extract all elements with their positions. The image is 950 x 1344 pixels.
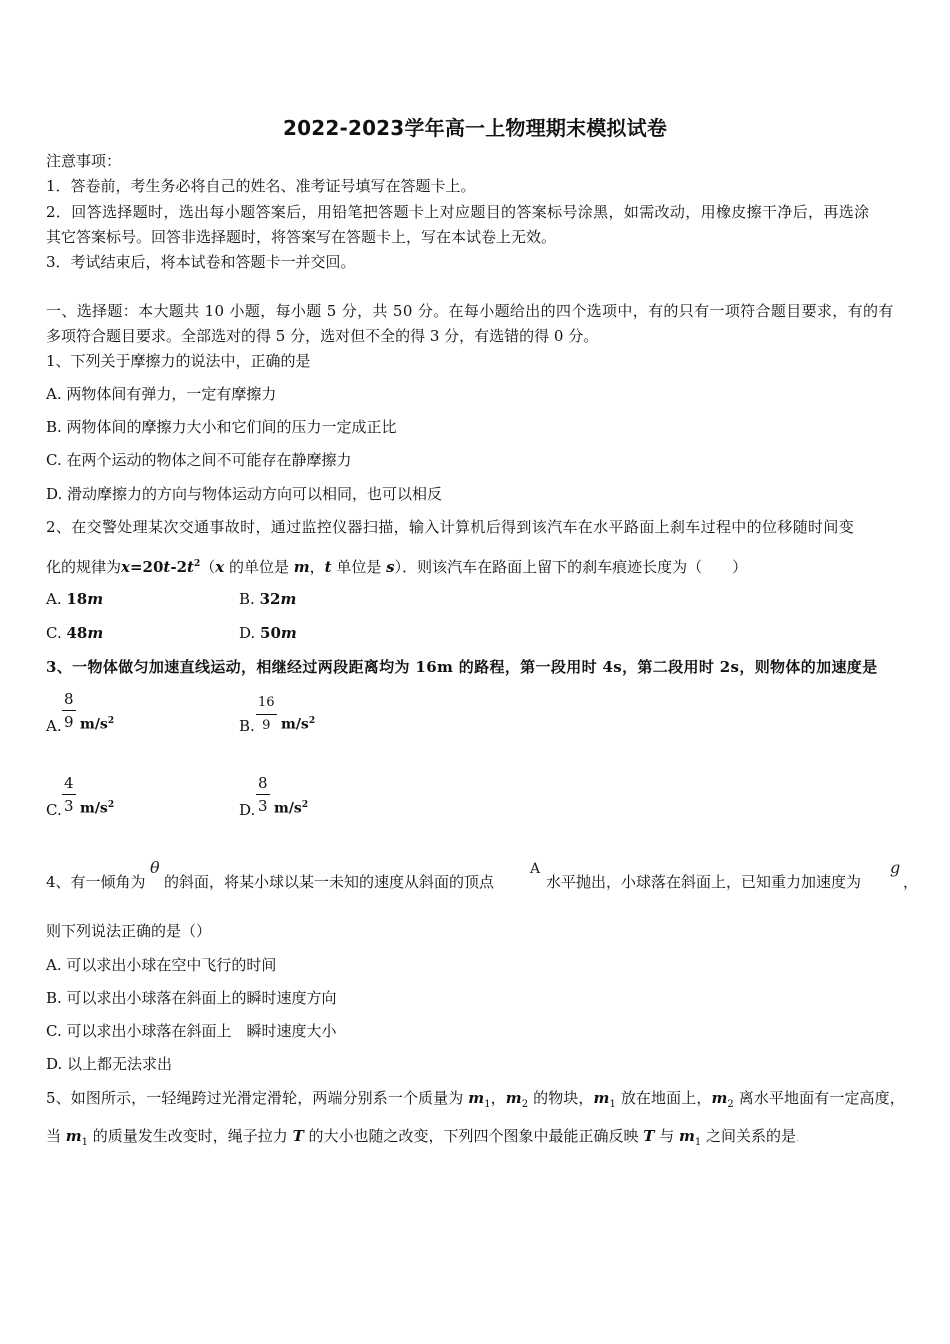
q4-stem-part-2: 的斜面，将某小球以某一未知的速度从斜面的顶点 (164, 873, 495, 891)
q4-stem-part-3: 水平抛出，小球落在斜面上，已知重力加速度为 (546, 873, 862, 891)
q4-point-a: A (530, 861, 541, 877)
q2-stem-line-2 (46, 554, 747, 577)
q4-gravity-symbol: g (890, 858, 901, 877)
notice-item-2-line-1: 2．回答选择题时，选出每小题答案后，用铅笔把答题卡上对应题目的答案标号涂黑，如需改动，用橡皮擦干净后，再选涂 (46, 203, 870, 221)
q3-option-c-label: C. (46, 801, 62, 819)
q4-option-d: D. 以上都无法求出 (46, 1055, 173, 1073)
notice-item-1: 1．答卷前，考生务必将自己的姓名、准考证号填写在答题卡上。 (46, 177, 476, 195)
q5-m1: m (468, 1089, 485, 1107)
section-line-2: 多项符合题目要求。全部选对的得 5 分，选对但不全的得 3 分，有选错的得 0 分。 (46, 327, 599, 345)
q3-option-b-label: B. (239, 717, 255, 735)
q2-var-t: t (324, 558, 332, 576)
q4-option-c: C. 可以求出小球落在斜面上 瞬时速度大小 (46, 1022, 337, 1040)
q2-stem-line-1: 2、在交警处理某次交通事故时，通过监控仪器扫描，输入计算机后得到该汽车在水平路面上刹车过程中的位移随时间变 (46, 518, 855, 536)
q2-var-x: x (215, 558, 225, 576)
q2-option-b: B. 32m (239, 590, 297, 608)
q1-option-b: B. 两物体间的摩擦力大小和它们间的压力一定成正比 (46, 418, 397, 436)
q2-unit-s: s (386, 558, 395, 576)
q3-option-a-fraction: 8 9 (64, 690, 74, 731)
q1-option-a: A. 两物体间有弹力，一定有摩擦力 (46, 385, 277, 403)
section-line-1: 一、选择题：本大题共 10 小题，每小题 5 分，共 50 分。在每小题给出的四个选项中，有的只有一项符合题目要求，有的有 (46, 302, 894, 320)
q4-option-a: A. 可以求出小球在空中飞行的时间 (46, 956, 277, 974)
q2-text-c: 的单位是 (224, 558, 294, 576)
q5-stem-line-2: 当 $m_1$ 的质量发生改变时，绳子拉力 T 的大小也随之改变，下列四个图象中最能正确反映 T 与 $m_1$ 之间关系的是. (46, 1127, 799, 1148)
q4-theta-symbol: θ (150, 858, 160, 877)
q4-stem-line-2: 则下列说法正确的是（） (46, 922, 212, 940)
q3-option-a-unit: $m/s^2$ (80, 716, 115, 733)
q2-option-c: C. 48m (46, 624, 104, 642)
q2-text-d: ， (309, 558, 325, 576)
q3-stem: 3、一物体做匀加速直线运动，相继经过两段距离均为 16m 的路程，第一段用时 4s，第二段用时 2s，则物体的加速度是 (46, 658, 878, 676)
exam-title: 2022-2023学年高一上物理期末模拟试卷 (282, 116, 668, 140)
q2-formula-mid2: -2 (170, 558, 188, 576)
q2-option-d: D. 50m (239, 624, 297, 642)
q2-formula-mid: =20 (129, 558, 164, 576)
q4-stem-part-4: ， (903, 873, 919, 891)
q5-tension-T: T (292, 1127, 304, 1145)
q2-text-b: （ (200, 558, 216, 576)
q5-stem-line-1: 5、如图所示，一轻绳跨过光滑定滑轮，两端分别系一个质量为 $m_1$，$m_2$ 的物块，$m_1$ 放在地面上，$m_2$ 离水平地面有一定高度， (46, 1089, 905, 1110)
q2-formula-x: x (121, 558, 130, 576)
q2-formula-t2: t (187, 558, 194, 576)
q1-option-d: D. 滑动摩擦力的方向与物体运动方向可以相同，也可以相反 (46, 485, 443, 503)
q3-option-c-unit: $m/s^2$ (80, 800, 115, 817)
q2-option-a: A. 18m (46, 590, 104, 608)
q3-option-c-fraction: 4 3 (64, 774, 74, 815)
q2-unit-m: m (293, 558, 310, 576)
notice-item-3: 3．考试结束后，将本试卷和答题卡一并交回。 (46, 253, 356, 271)
q1-option-c: C. 在两个运动的物体之间不可能存在静摩擦力 (46, 451, 352, 469)
q3-option-d-label: D. (239, 801, 256, 819)
q3-option-d-fraction: 8 3 (258, 774, 268, 815)
q2-text-e: 单位是 (331, 558, 387, 576)
q3-option-b-unit: $m/s^2$ (281, 716, 316, 733)
q1-stem: 1、下列关于摩擦力的说法中，正确的是 (46, 352, 311, 370)
q3-option-b-fraction: 16 9 (258, 695, 275, 733)
notice-heading: 注意事项： (46, 152, 122, 170)
notice-item-2-line-2: 其它答案标号。回答非选择题时，将答案写在答题卡上，写在本试卷上无效。 (46, 228, 557, 246)
q4-option-b: B. 可以求出小球落在斜面上的瞬时速度方向 (46, 989, 337, 1007)
q4-stem-part-1: 4、有一倾角为 (46, 873, 146, 891)
q3-option-a-label: A. (46, 717, 62, 735)
q2-text-a: 化的规律为 (46, 558, 122, 576)
q2-formula-t1: t (163, 558, 171, 576)
q3-option-d-unit: $m/s^2$ (274, 800, 309, 817)
q2-formula-exponent: 2 (193, 559, 201, 569)
q5-m2: m (505, 1089, 522, 1107)
q2-text-f: ）．则该汽车在路面上留下的刹车痕迹长度为（ ） (394, 558, 748, 576)
